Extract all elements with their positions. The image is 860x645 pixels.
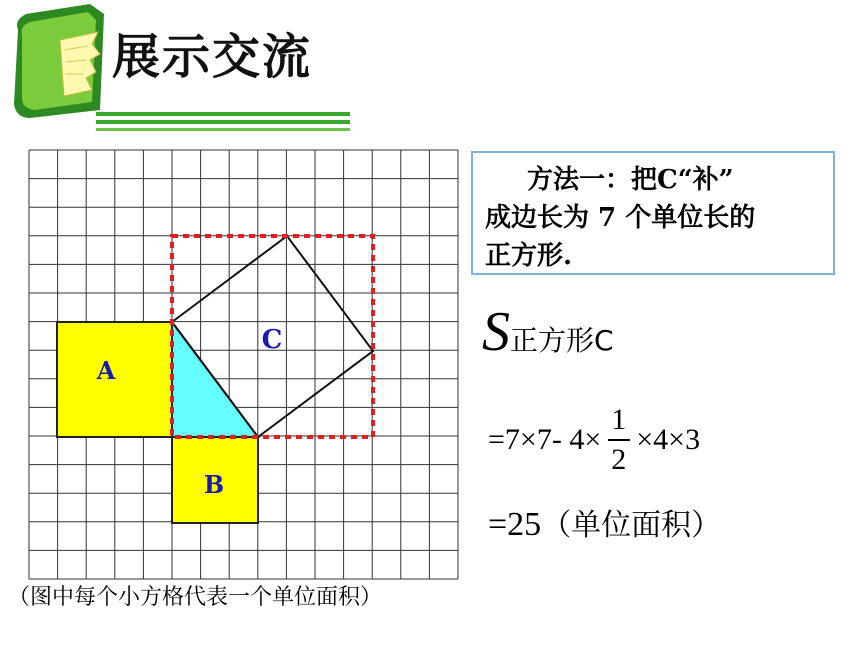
result-value: =25	[488, 506, 542, 543]
fraction-half	[607, 405, 630, 475]
formula-prefix: =7×7- 4×	[488, 423, 602, 456]
method-box	[471, 151, 835, 275]
fraction-numerator: 1	[611, 403, 627, 436]
formula-suffix: ×4×3	[636, 423, 701, 456]
grid-caption: （图中每个小方格代表一个单位面积）	[8, 585, 383, 610]
label-C: C	[261, 325, 283, 355]
page-title: 展示交流	[112, 29, 313, 85]
formula-line-1	[488, 405, 700, 475]
s-subscript: 正方形C	[510, 324, 614, 357]
fraction-bar	[608, 439, 630, 441]
area-symbol	[482, 300, 614, 364]
label-A: A	[96, 356, 116, 385]
result-unit: （单位面积）	[541, 508, 722, 543]
fraction-denominator: 2	[611, 443, 627, 476]
formula-line-2	[488, 500, 721, 544]
method-line-3: 正方形.	[485, 241, 573, 271]
method-line-2: 成边长为 7 个单位长的	[485, 203, 756, 233]
label-B: B	[203, 470, 225, 499]
method-line-1: 方法一：把C“补”	[527, 165, 734, 195]
s-letter: S	[482, 301, 510, 363]
